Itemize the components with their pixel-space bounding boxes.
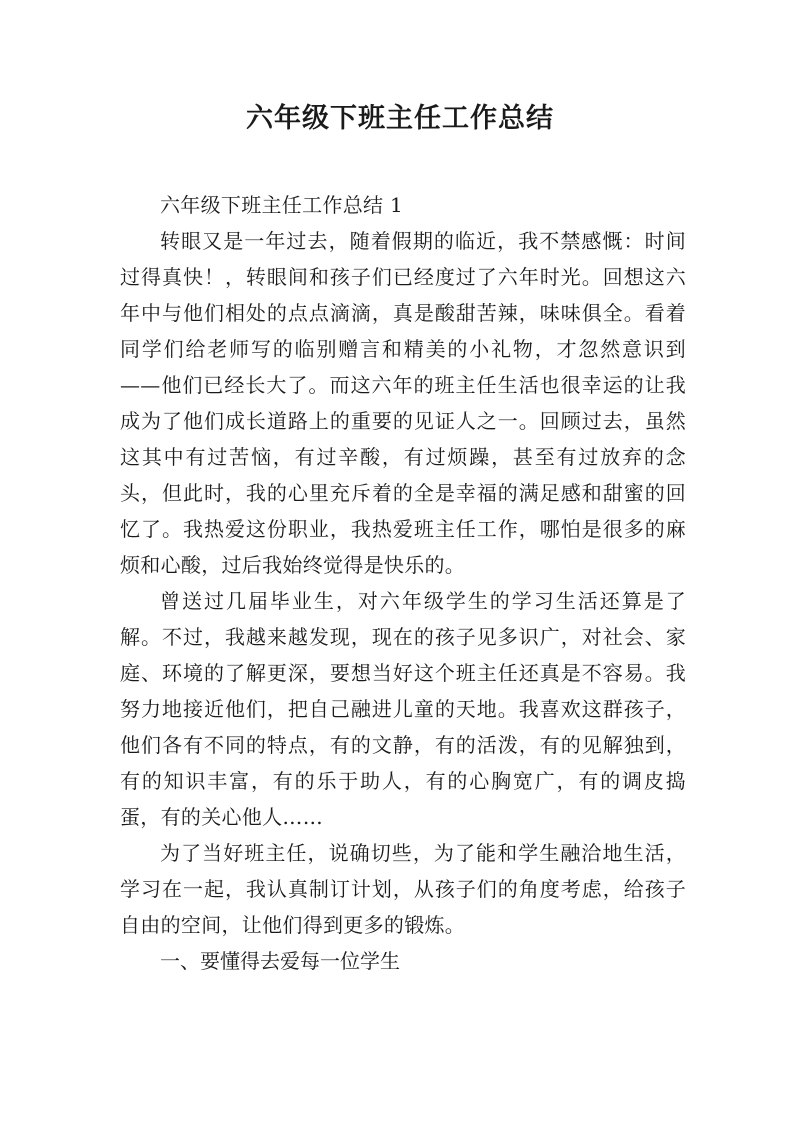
section-heading: 六年级下班主任工作总结 1 bbox=[160, 193, 403, 217]
document-title: 六年级下班主任工作总结 bbox=[246, 103, 554, 134]
paragraph: 为了当好班主任，说确切些，为了能和学生融洽地生活，学习在一起，我认真制订计划，从孩子们的角度考虑，给孩子自由的空间，让他们得到更多的锻炼。 bbox=[120, 841, 686, 937]
subheading: 一、要懂得去爱每一位学生 bbox=[160, 949, 400, 973]
paragraph: 转眼又是一年过去，随着假期的临近，我不禁感慨：时间过得真快！，转眼间和孩子们已经度过了六年时光。回想这六年中与他们相处的点点滴滴，真是酸甜苦辣，味味俱全。看着同学们给老师写的临别赠言和精美的小礼物，才忽然意识到——他们已经长大了。而这六年的班主任生活也很幸运的让我成为了他们成长道路上的重要的见证人之一。回顾过去，虽然这其中有过苦恼，有过辛酸，有过烦躁，甚至有过放弃的念头，但此时，我的心里充斥着的全是幸福的满足感和甜蜜的回忆了。我热爱这份职业，我热爱班主任工作，哪怕是很多的麻烦和心酸，过后我始终觉得是快乐的。 bbox=[120, 229, 686, 577]
paragraph: 曾送过几届毕业生，对六年级学生的学习生活还算是了解。不过，我越来越发现，现在的孩子见多识广，对社会、家庭、环境的了解更深，要想当好这个班主任还真是不容易。我努力地接近他们，把自己融进儿童的天地。我喜欢这群孩子，他们各有不同的特点，有的文静，有的活泼，有的见解独到，有的知识丰富，有的乐于助人，有的心胸宽广，有的调皮捣蛋，有的关心他人…… bbox=[120, 589, 686, 829]
document-body bbox=[120, 187, 686, 979]
